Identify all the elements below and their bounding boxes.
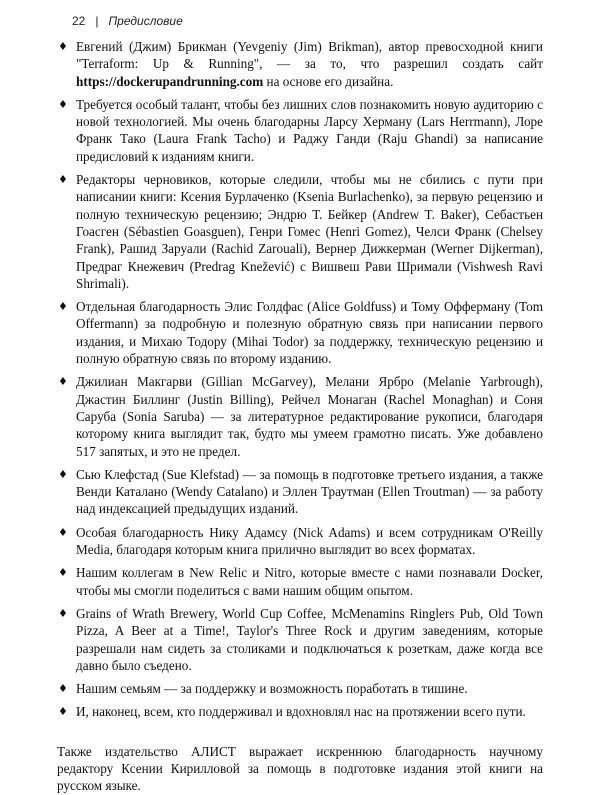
- list-item-text: Особая благодарность Нику Адамсу (Nick Adams) и всем сотрудникам O'Reilly Media, благодаря которым книга прилично выглядит во всех форматах.: [76, 524, 543, 558]
- list-item: [57, 38, 543, 90]
- list-item-text: Нашим коллегам в New Relic и Nitro, которые вместе с нами познавали Docker, чтобы мы смогли поделиться с вами нашим общим опытом.: [76, 565, 543, 598]
- list-item: [57, 680, 543, 697]
- diamond-bullet-icon: ♦: [58, 97, 68, 111]
- page-number: 22: [72, 14, 86, 28]
- diamond-bullet-icon: ♦: [58, 300, 68, 314]
- diamond-bullet-icon: ♦: [58, 525, 68, 539]
- list-item: [57, 298, 543, 367]
- list-item-text: Джилиан Макгарви (Gillian McGarvey), Мелани Ярбро (Melanie Yarbrough), Джастин Биллинг (Justin Billing), Рейчел Монаган (Rachel Monaghan) и Соня Саруба (Sonia Saruba) — за литературное редактирование рукописи, благодаря которому книга выглядит так, будто мы умеем грамотно писать. Уже добавлено 517 запятых, и это не предел.: [76, 374, 543, 459]
- diamond-bullet-icon: ♦: [58, 705, 68, 719]
- list-item: [57, 564, 543, 599]
- header-separator: |: [95, 14, 99, 28]
- list-item: [57, 466, 543, 518]
- list-item: [57, 373, 543, 459]
- list-item-text: И, наконец, всем, кто поддерживал и вдохновлял нас на протяжении всего пути.: [76, 704, 526, 720]
- page-content: [57, 38, 543, 795]
- list-item: [57, 605, 543, 674]
- list-item-text: Отдельная благодарность Элис Голдфас (Alice Goldfuss) и Тому Офферману (Tom Offermann) за подробную и полезную обратную связь при написании первого издания, и Михаю Тодору (Mihai Todor) за поддержку, техническую рецензию и полную обратную связь по второму изданию.: [76, 299, 543, 367]
- list-item-text: на основе его дизайна.: [263, 73, 394, 89]
- diamond-bullet-icon: ♦: [58, 40, 68, 53]
- list-item-text: Редакторы черновиков, которые следили, чтобы мы не сбились с пути при написании книги: Ксения Бурлаченко (Ksenia Burlachenko), за первую рецензию и полную техническую рецензию; Эндрю Т. Бейкер (Andrew T. Baker), Себастьен Гоасген (Sébastien Goasguen), Генри Гомес (Henri Gomez), Челси Франк (Chelsey Frank), Рашид Заруали (Rachid Zarouali), Вернер Дижкерман (Werner Dijkerman), Предраг Кнежевич (Predrag Knežević) с Вишвеш Рави Шримали (Vishwesh Ravi Shrimali).: [76, 172, 543, 291]
- diamond-bullet-icon: ♦: [58, 606, 68, 620]
- section-title: Предисловие: [108, 14, 183, 28]
- list-item-text: Сью Клефстад (Sue Klefstad) — за помощь в подготовке третьего издания, а также Венди Каталано (Wendy Catalano) и Эллен Траутман (Ellen Troutman) — за работу над индексацией предыдущих изданий.: [76, 466, 543, 517]
- list-item: [57, 171, 543, 292]
- list-item-text: Нашим семьям — за поддержку и возможность поработать в тишине.: [76, 681, 468, 697]
- list-item: [57, 96, 543, 165]
- list-item-text: Grains of Wrath Brewery, World Cup Coffee, McMenamins Ringlers Pub, Old Town Pizza, A Beer at a Time!, Taylor's Three Rock и другим заведениям, которые разрешали нам сидеть за столиками и подключаться к розеткам, даже когда все давно было съедено.: [76, 605, 543, 673]
- website-link[interactable]: https://dockerupandrunning.com: [76, 73, 264, 89]
- list-item: [57, 703, 543, 720]
- list-item-text: Требуется особый талант, чтобы без лишних слов познакомить новую аудиторию с новой технологией. Мы очень благодарны Ларсу Херману (Lars Herrmann), Лоре Франк Тако (Laura Frank Tacho) и Раджу Ганди (Raju Ghandi) за написание предисловий к изданиям книги.: [76, 96, 543, 164]
- list-item-text: Евгений (Джим) Брикман (Yevgeniy (Jim) Brikman), автор превосходной книги "Terraform: Up & Running", — за то, что разрешил создать сайт: [76, 39, 543, 72]
- list-item: [57, 524, 543, 559]
- acknowledgments-list: [57, 38, 543, 721]
- diamond-bullet-icon: ♦: [58, 467, 68, 481]
- diamond-bullet-icon: ♦: [58, 682, 68, 696]
- diamond-bullet-icon: ♦: [58, 173, 68, 187]
- running-head: [72, 14, 183, 28]
- publisher-note: Также издательство АЛИСТ выражает искреннюю благодарность научному редактору Ксении Кирилловой за помощь в подготовке издания этой книги на русском языке.: [57, 743, 543, 794]
- diamond-bullet-icon: ♦: [58, 566, 68, 580]
- diamond-bullet-icon: ♦: [58, 375, 68, 389]
